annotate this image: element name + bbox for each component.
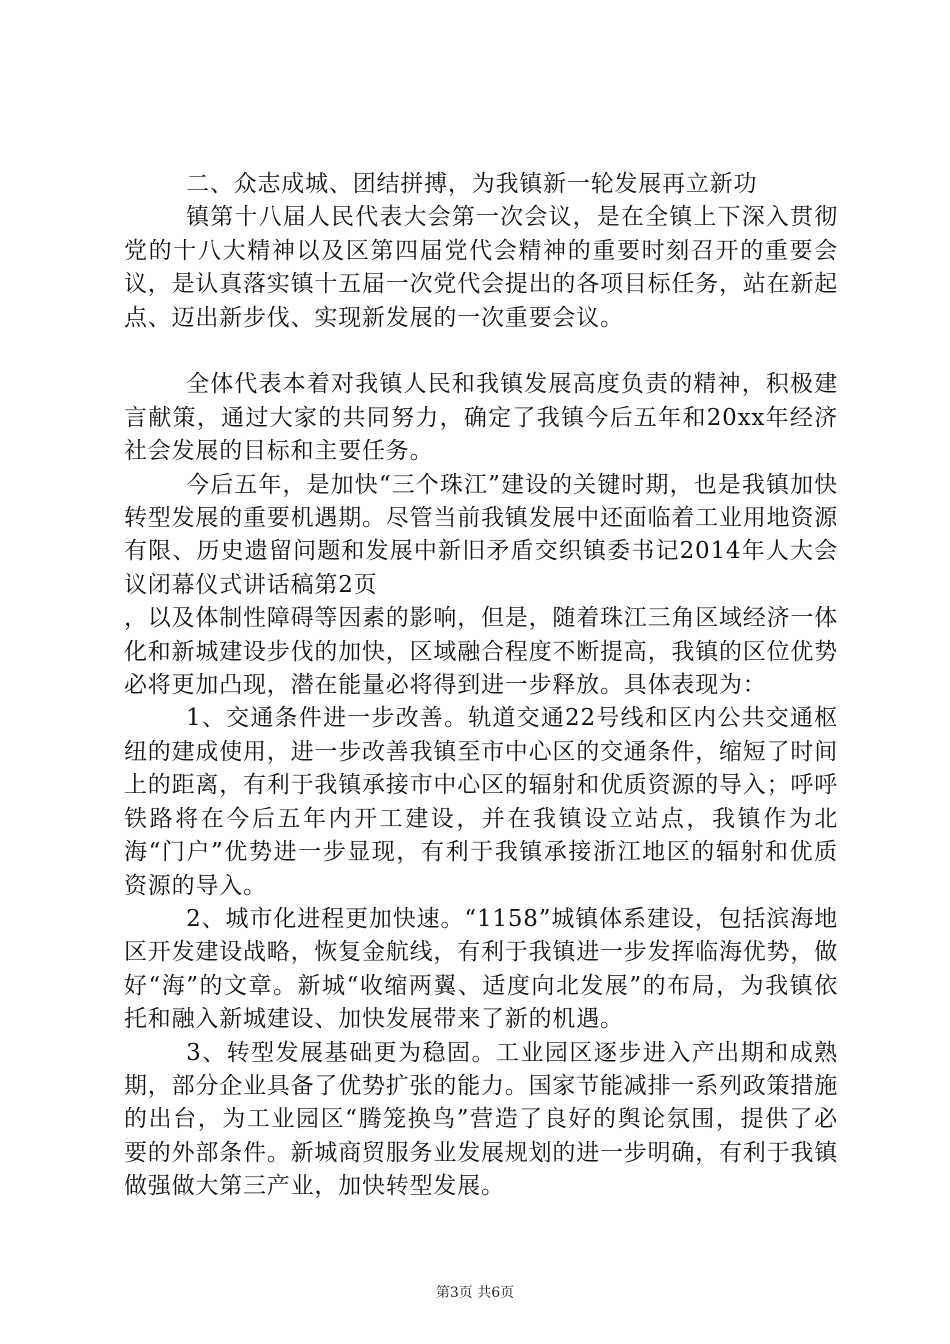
paragraph-meeting-significance: 镇第十八届人民代表大会第一次会议，是在全镇上下深入贯彻党的十八大精神以及区第四届党代会精神的重要时刻召开的重要会议，是认真落实镇十五届一次党代会提出的各项目标任务，站在新起点、迈出新步伐、实现新发展的一次重要会议。 bbox=[124, 204, 838, 331]
blank-line bbox=[124, 335, 838, 368]
paragraph-point-3-transformation: 3、转型发展基础更为稳固。工业园区逐步进入产出期和成熟期，部分企业具备了优势扩张的能力。国家节能减排一系列政策措施的出台，为工业园区“腾笼换鸟”营造了良好的舆论氛围，提供了必要的外部条件。新城商贸服务业发展规划的进一步明确，有利于我镇做强做大第三产业，加快转型发展。 bbox=[124, 1039, 838, 1200]
paragraph-delegates: 全体代表本着对我镇人民和我镇发展高度负责的精神，积极建言献策，通过大家的共同努力，确定了我镇今后五年和20xx年经济社会发展的目标和主要任务。 bbox=[124, 371, 838, 465]
paragraph-continuation: ，以及体制性障碍等因素的影响，但是，随着珠江三角区域经济一体化和新城建设步伐的加快，区域融合程度不断提高，我镇的区位优势必将更加凸现，潜在能量必将得到进一步释放。具体表现为： bbox=[124, 605, 838, 699]
paragraph-point-2-urbanization: 2、城市化进程更加快速。“1158”城镇体系建设，包括滨海地区开发建设战略，恢复金航线，有利于我镇进一步发挥临海优势，做好“海”的文章。新城“收缩两翼、适度向北发展”的布局，为我镇依托和融入新城建设、加快发展带来了新的机遇。 bbox=[124, 905, 838, 1033]
document-body bbox=[124, 168, 838, 1204]
paragraph-point-1-transport: 1、交通条件进一步改善。轨道交通22号线和区内公共交通枢纽的建成使用，进一步改善我镇至市中心区的交通条件，缩短了时间上的距离，有利于我镇承接市中心区的辐射和优质资源的导入；呼呼铁路将在今后五年内开工建设，并在我镇设立站点，我镇作为北海“门户”优势进一步显现，有利于我镇承接浙江地区的辐射和优质资源的导入。 bbox=[124, 705, 838, 899]
page-number-label: 第3页 共6页 bbox=[435, 1285, 515, 1301]
section-heading: 二、众志成城、团结拼搏，为我镇新一轮发展再立新功 bbox=[186, 171, 758, 197]
paragraph-next-five-years: 今后五年，是加快“三个珠江”建设的关键时期，也是我镇加快转型发展的重要机遇期。尽管当前我镇发展中还面临着工业用地资源有限、历史遗留问题和发展中新旧矛盾交织镇委书记2014年人大会议闭幕仪式讲话稿第2页 bbox=[124, 471, 838, 598]
page-footer bbox=[0, 1284, 950, 1302]
